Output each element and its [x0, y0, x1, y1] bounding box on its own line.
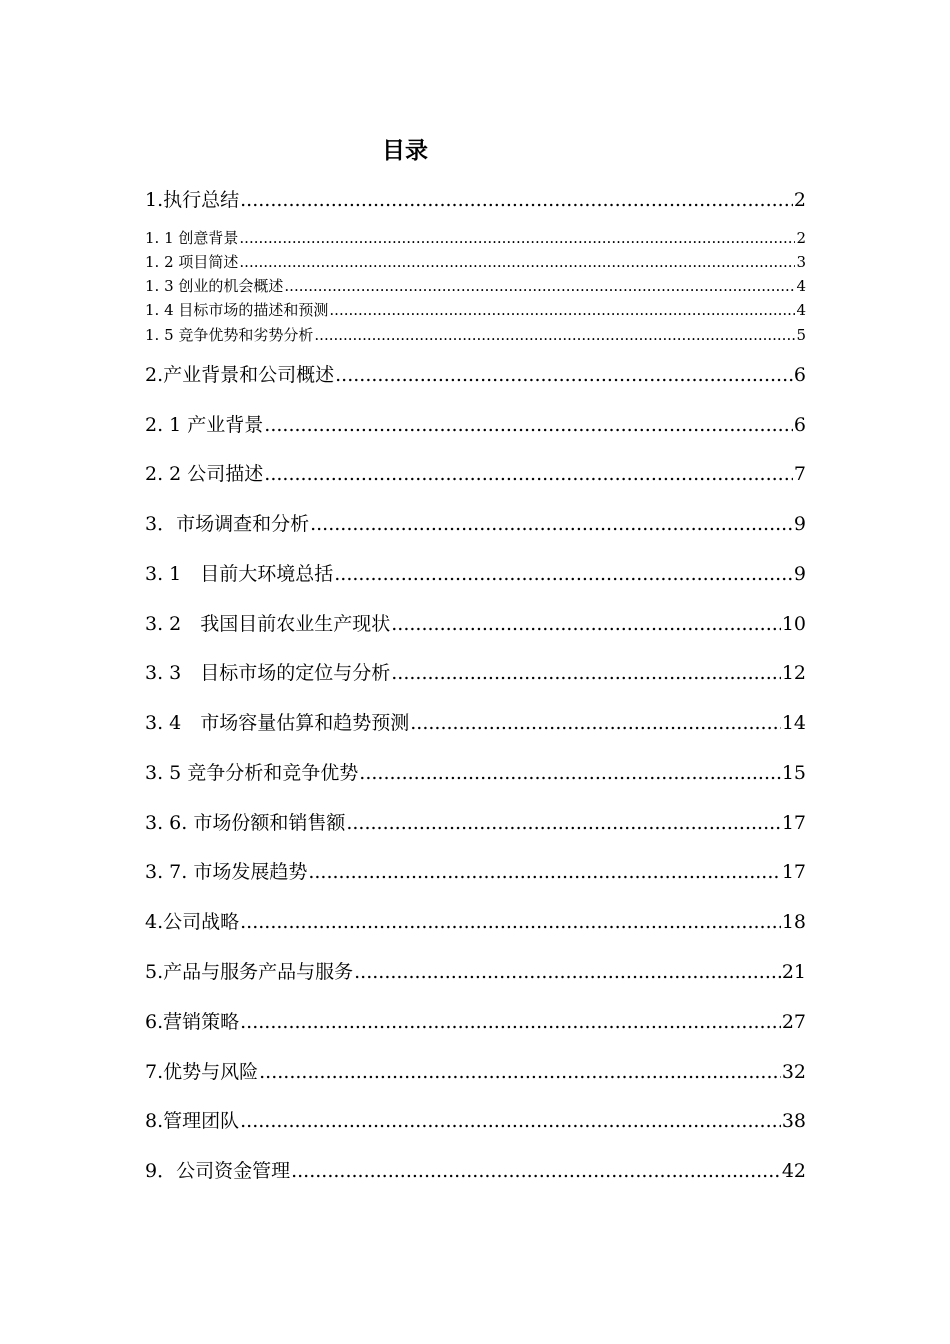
toc-leader-dots	[240, 1010, 781, 1034]
toc-leader-dots	[359, 761, 781, 785]
toc-leader-dots	[314, 325, 795, 345]
toc-entry-page: 15	[781, 762, 806, 784]
toc-entry-label: 5.产品与服务产品与服务	[145, 961, 354, 983]
toc-entry-page: 10	[781, 613, 806, 635]
toc-entry-page: 21	[781, 961, 806, 983]
toc-leader-dots	[264, 413, 793, 437]
toc-entry-page: 17	[781, 812, 806, 834]
toc-entry-page: 27	[781, 1011, 806, 1033]
toc-leader-dots	[284, 276, 795, 296]
toc-entry-label: 2. 1 产业背景	[145, 414, 264, 436]
toc-entry[interactable]	[145, 228, 806, 248]
toc-entry-page: 3	[796, 253, 806, 271]
toc-leader-dots	[354, 960, 781, 984]
toc-entry[interactable]	[145, 252, 806, 272]
toc-entry[interactable]	[145, 1060, 806, 1084]
toc-entry-label: 3. 5 竞争分析和竞争优势	[145, 762, 359, 784]
toc-entry-label: 1.执行总结	[145, 189, 240, 211]
toc-leader-dots	[291, 1159, 781, 1183]
toc-entry-label: 3. 2 我国目前农业生产现状	[145, 613, 391, 635]
toc-entry-label: 1. 3 创业的机会概述	[145, 277, 284, 295]
toc-entry[interactable]	[145, 761, 806, 785]
toc-entry[interactable]	[145, 562, 806, 586]
toc-entry[interactable]	[145, 612, 806, 636]
toc-entry-page: 2	[796, 229, 806, 247]
toc-leader-dots	[391, 661, 781, 685]
toc-entry[interactable]	[145, 1010, 806, 1034]
toc-entry[interactable]	[145, 413, 806, 437]
toc-entry[interactable]	[145, 661, 806, 685]
toc-entry-page: 6	[793, 364, 806, 386]
toc-entry-page: 12	[781, 662, 806, 684]
toc-entry-page: 14	[781, 712, 806, 734]
toc-entry-label: 3．市场调查和分析	[145, 513, 310, 535]
toc-title: 目录	[382, 138, 428, 164]
toc-entry[interactable]	[145, 512, 806, 536]
toc-entry[interactable]	[145, 363, 806, 387]
toc-entry[interactable]	[145, 276, 806, 296]
toc-entry[interactable]	[145, 300, 806, 320]
toc-entry[interactable]	[145, 860, 806, 884]
toc-leader-dots	[329, 300, 795, 320]
toc-leader-dots	[240, 188, 793, 212]
toc-leader-dots	[240, 1109, 781, 1133]
toc-leader-dots	[239, 228, 795, 248]
toc-entry[interactable]	[145, 1109, 806, 1133]
toc-entry-label: 2. 2 公司描述	[145, 463, 264, 485]
toc-leader-dots	[335, 363, 793, 387]
toc-entry-label: 1. 5 竞争优势和劣势分析	[145, 326, 314, 344]
toc-entry-label: 1. 1 创意背景	[145, 229, 239, 247]
toc-entry-page: 32	[781, 1061, 806, 1083]
toc-entry-page: 2	[793, 189, 806, 211]
toc-leader-dots	[334, 562, 793, 586]
toc-entry-label: 2.产业背景和公司概述	[145, 364, 335, 386]
toc-entry-page: 4	[796, 301, 806, 319]
toc-entry-label: 4.公司战略	[145, 911, 240, 933]
toc-entry-label: 6.营销策略	[145, 1011, 240, 1033]
toc-entry-page: 17	[781, 861, 806, 883]
toc-entry-label: 3. 1 目前大环境总括	[145, 563, 334, 585]
toc-entry-label: 8.管理团队	[145, 1110, 240, 1132]
toc-entry[interactable]	[145, 960, 806, 984]
toc-entry-page: 7	[793, 463, 806, 485]
toc-leader-dots	[239, 252, 795, 272]
toc-entry-page: 6	[793, 414, 806, 436]
toc-entry-label: 3. 4 市场容量估算和趋势预测	[145, 712, 410, 734]
toc-leader-dots	[310, 512, 793, 536]
toc-leader-dots	[240, 910, 781, 934]
toc-entry[interactable]	[145, 811, 806, 835]
toc-entry[interactable]	[145, 711, 806, 735]
toc-leader-dots	[391, 612, 781, 636]
toc-leader-dots	[346, 811, 780, 835]
toc-leader-dots	[259, 1060, 781, 1084]
toc-entry-page: 4	[796, 277, 806, 295]
toc-entry[interactable]	[145, 1159, 806, 1183]
toc-entry-page: 9	[793, 513, 806, 535]
toc-entry-label: 1. 2 项目简述	[145, 253, 239, 271]
toc-entry-label: 7.优势与风险	[145, 1061, 259, 1083]
toc-entry-label: 1. 4 目标市场的描述和预测	[145, 301, 329, 319]
toc-entry-page: 18	[781, 911, 806, 933]
toc-entry-page: 38	[781, 1110, 806, 1132]
toc-entry-label: 3. 7. 市场发展趋势	[145, 861, 308, 883]
toc-entry[interactable]	[145, 325, 806, 345]
toc-entry[interactable]	[145, 188, 806, 212]
toc-leader-dots	[308, 860, 780, 884]
toc-entry[interactable]	[145, 462, 806, 486]
toc-entry-page: 5	[796, 326, 806, 344]
toc-leader-dots	[410, 711, 781, 735]
toc-entry[interactable]	[145, 910, 806, 934]
toc-entry-label: 3. 6. 市场份额和销售额	[145, 812, 346, 834]
toc-entry-label: 9．公司资金管理	[145, 1160, 291, 1182]
toc-entry-label: 3. 3 目标市场的定位与分析	[145, 662, 391, 684]
toc-leader-dots	[264, 462, 793, 486]
toc-entry-page: 42	[781, 1160, 806, 1182]
toc-entry-page: 9	[793, 563, 806, 585]
